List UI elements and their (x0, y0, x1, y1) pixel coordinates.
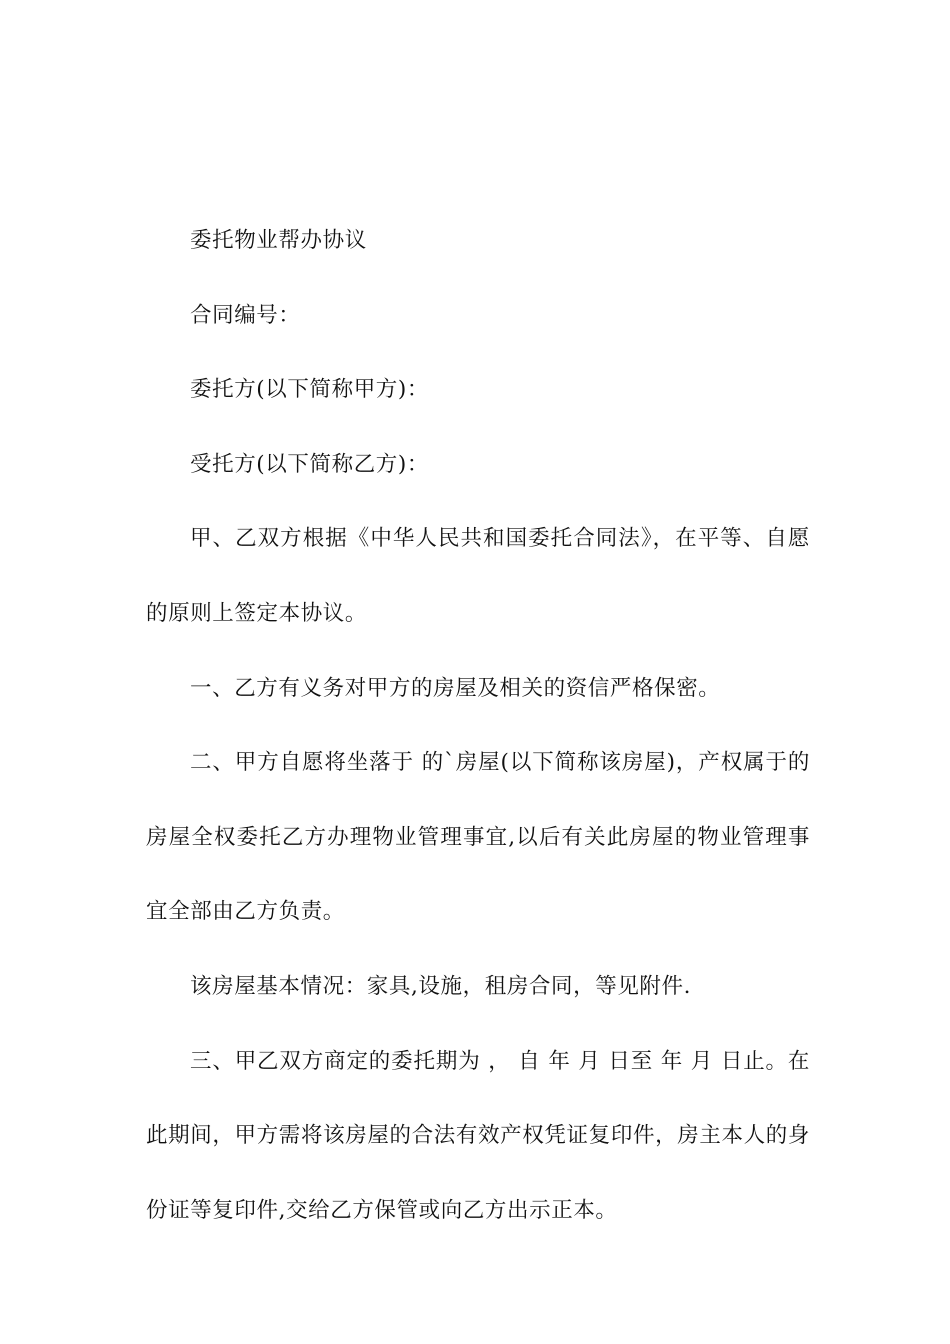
contract-number-label: 合同编号： (190, 302, 301, 328)
intro-paragraph: 甲、乙双方根据《中华人民共和国委托合同法》，在平等、自愿的原则上签定本协议。 (146, 526, 810, 626)
document-title: 委托物业帮办协议 (190, 228, 367, 253)
clause-3-paragraph: 三、甲乙双方商定的委托期为 ， 自 年 月 日至 年 月 日止。在此期间，甲方需将该房屋的合法有效产权凭证复印件，房主本人的身份证等复印件,交给乙方保管或向乙方出示正本。 (146, 1048, 810, 1223)
clause-2-paragraph: 二、甲方自愿将坐落于 的`房屋(以下简称该房屋)，产权属于的房屋全权委托乙方办理物业管理事宜,以后有关此房屋的物业管理事宜全部由乙方负责。 (146, 750, 810, 925)
document-body (146, 204, 810, 1248)
principal-party-label: 委托方(以下简称甲方)： (190, 377, 429, 403)
agent-party-label: 受托方(以下简称乙方)： (190, 451, 429, 477)
property-info-paragraph: 该房屋基本情况：家具,设施，租房合同，等见附件. (190, 973, 692, 999)
clause-1-paragraph: 一、乙方有义务对甲方的房屋及相关的资信严格保密。 (190, 675, 721, 701)
